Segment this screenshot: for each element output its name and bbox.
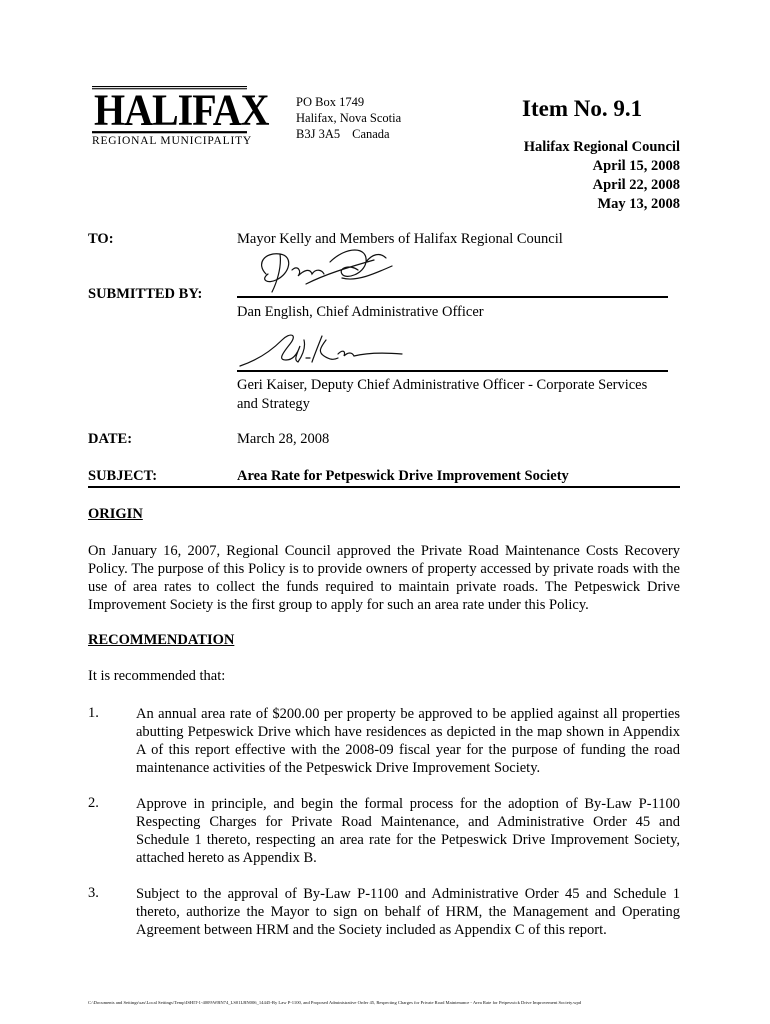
address-line1: PO Box 1749: [296, 95, 365, 109]
signature-geri-kaiser: [238, 330, 408, 370]
address-postal: B3J 3A5: [296, 127, 341, 141]
recommendation-3-number: 3.: [88, 885, 99, 901]
logo-wordmark: HALIFAX: [94, 84, 269, 135]
recommendation-3-text: Subject to the approval of By-Law P-1100 and Administrative Order 45 and Schedule 1 thereto, authorize the Mayor to sign on behalf of HRM, the Management and Operating Agreement between HRM and the Society included as Appendix C of this report.: [136, 886, 680, 938]
recommendation-1-number: 1.: [88, 705, 99, 721]
signature-dan-english: [246, 244, 396, 296]
council-block: [524, 138, 680, 214]
council-date-1: April 15, 2008: [592, 158, 680, 174]
signature-line-1: [237, 296, 668, 298]
submitter-2-line1: Geri Kaiser, Deputy Chief Administrative Officer - Corporate Services: [237, 377, 648, 393]
date-label: DATE:: [88, 431, 133, 447]
to-value: Mayor Kelly and Members of Halifax Regional Council: [237, 231, 563, 247]
council-name: Halifax Regional Council: [523, 139, 680, 155]
address-country: Canada: [352, 127, 390, 141]
council-date-3: May 13, 2008: [597, 196, 680, 212]
recommendation-1-text: An annual area rate of $200.00 per property be approved to be applied against all properties abutting Petpeswick Drive which have residences as depicted in the map shown in Appendix A of this report effective with the 2008-09 fiscal year for the purpose of funding the road maintenance activities of the Petpeswick Drive Improvement Society.: [136, 706, 680, 776]
item-number: Item No. 9.1: [522, 96, 643, 121]
recommendation-intro: It is recommended that:: [88, 668, 226, 684]
halifax-logo: [92, 84, 269, 147]
date-value: March 28, 2008: [237, 431, 330, 447]
recommendation-2-number: 2.: [88, 795, 99, 811]
mailing-address: [296, 94, 401, 142]
origin-heading: ORIGIN: [88, 506, 143, 522]
recommendation-2-text: Approve in principle, and begin the formal process for the adoption of By-Law P-1100 Respecting Charges for Private Road Maintenance, and Administrative Order 45 and Schedule 1 thereto, respecting an area rate for the Petpeswick Drive Improvement Society, attached hereto as Appendix B.: [136, 796, 680, 866]
address-line2: Halifax, Nova Scotia: [296, 111, 402, 125]
council-date-2: April 22, 2008: [592, 177, 680, 193]
to-label: TO:: [88, 231, 114, 247]
address-line3: [296, 126, 401, 142]
submitted-by-label: SUBMITTED BY:: [88, 286, 203, 302]
subject-label: SUBJECT:: [88, 468, 158, 484]
origin-paragraph: On January 16, 2007, Regional Council approved the Private Road Maintenance Costs Recovery Policy. The purpose of this Policy is to provide owners of property accessed by private roads with the use of area rates to collect the funds required to maintain private roads. The Petpeswick Drive Improvement Society is the first group to apply for such an area rate under this Policy.: [88, 543, 680, 613]
submitter-2-line2: and Strategy: [237, 396, 310, 412]
logo-subtitle: REGIONAL MUNICIPALITY: [92, 135, 253, 147]
recommendation-heading: RECOMMENDATION: [88, 632, 235, 648]
subject-divider: [88, 486, 680, 488]
submitter-1: Dan English, Chief Administrative Officer: [237, 304, 484, 320]
signature-line-2: [237, 370, 668, 372]
subject-value: Area Rate for Petpeswick Drive Improvement Society: [237, 468, 569, 484]
footer-file-path: C:\Documents and Settings\sas\Local Settings\Temp\ISHIT-1-4009\WBN74_LS01LBN006_14445-By Law P-1100, and Proposed Administrative Order 45, Respecting Charges for Private Road Maintenance - Area Rate for Petpeswick Drive Improvement Society.wpd: [88, 1000, 582, 1005]
